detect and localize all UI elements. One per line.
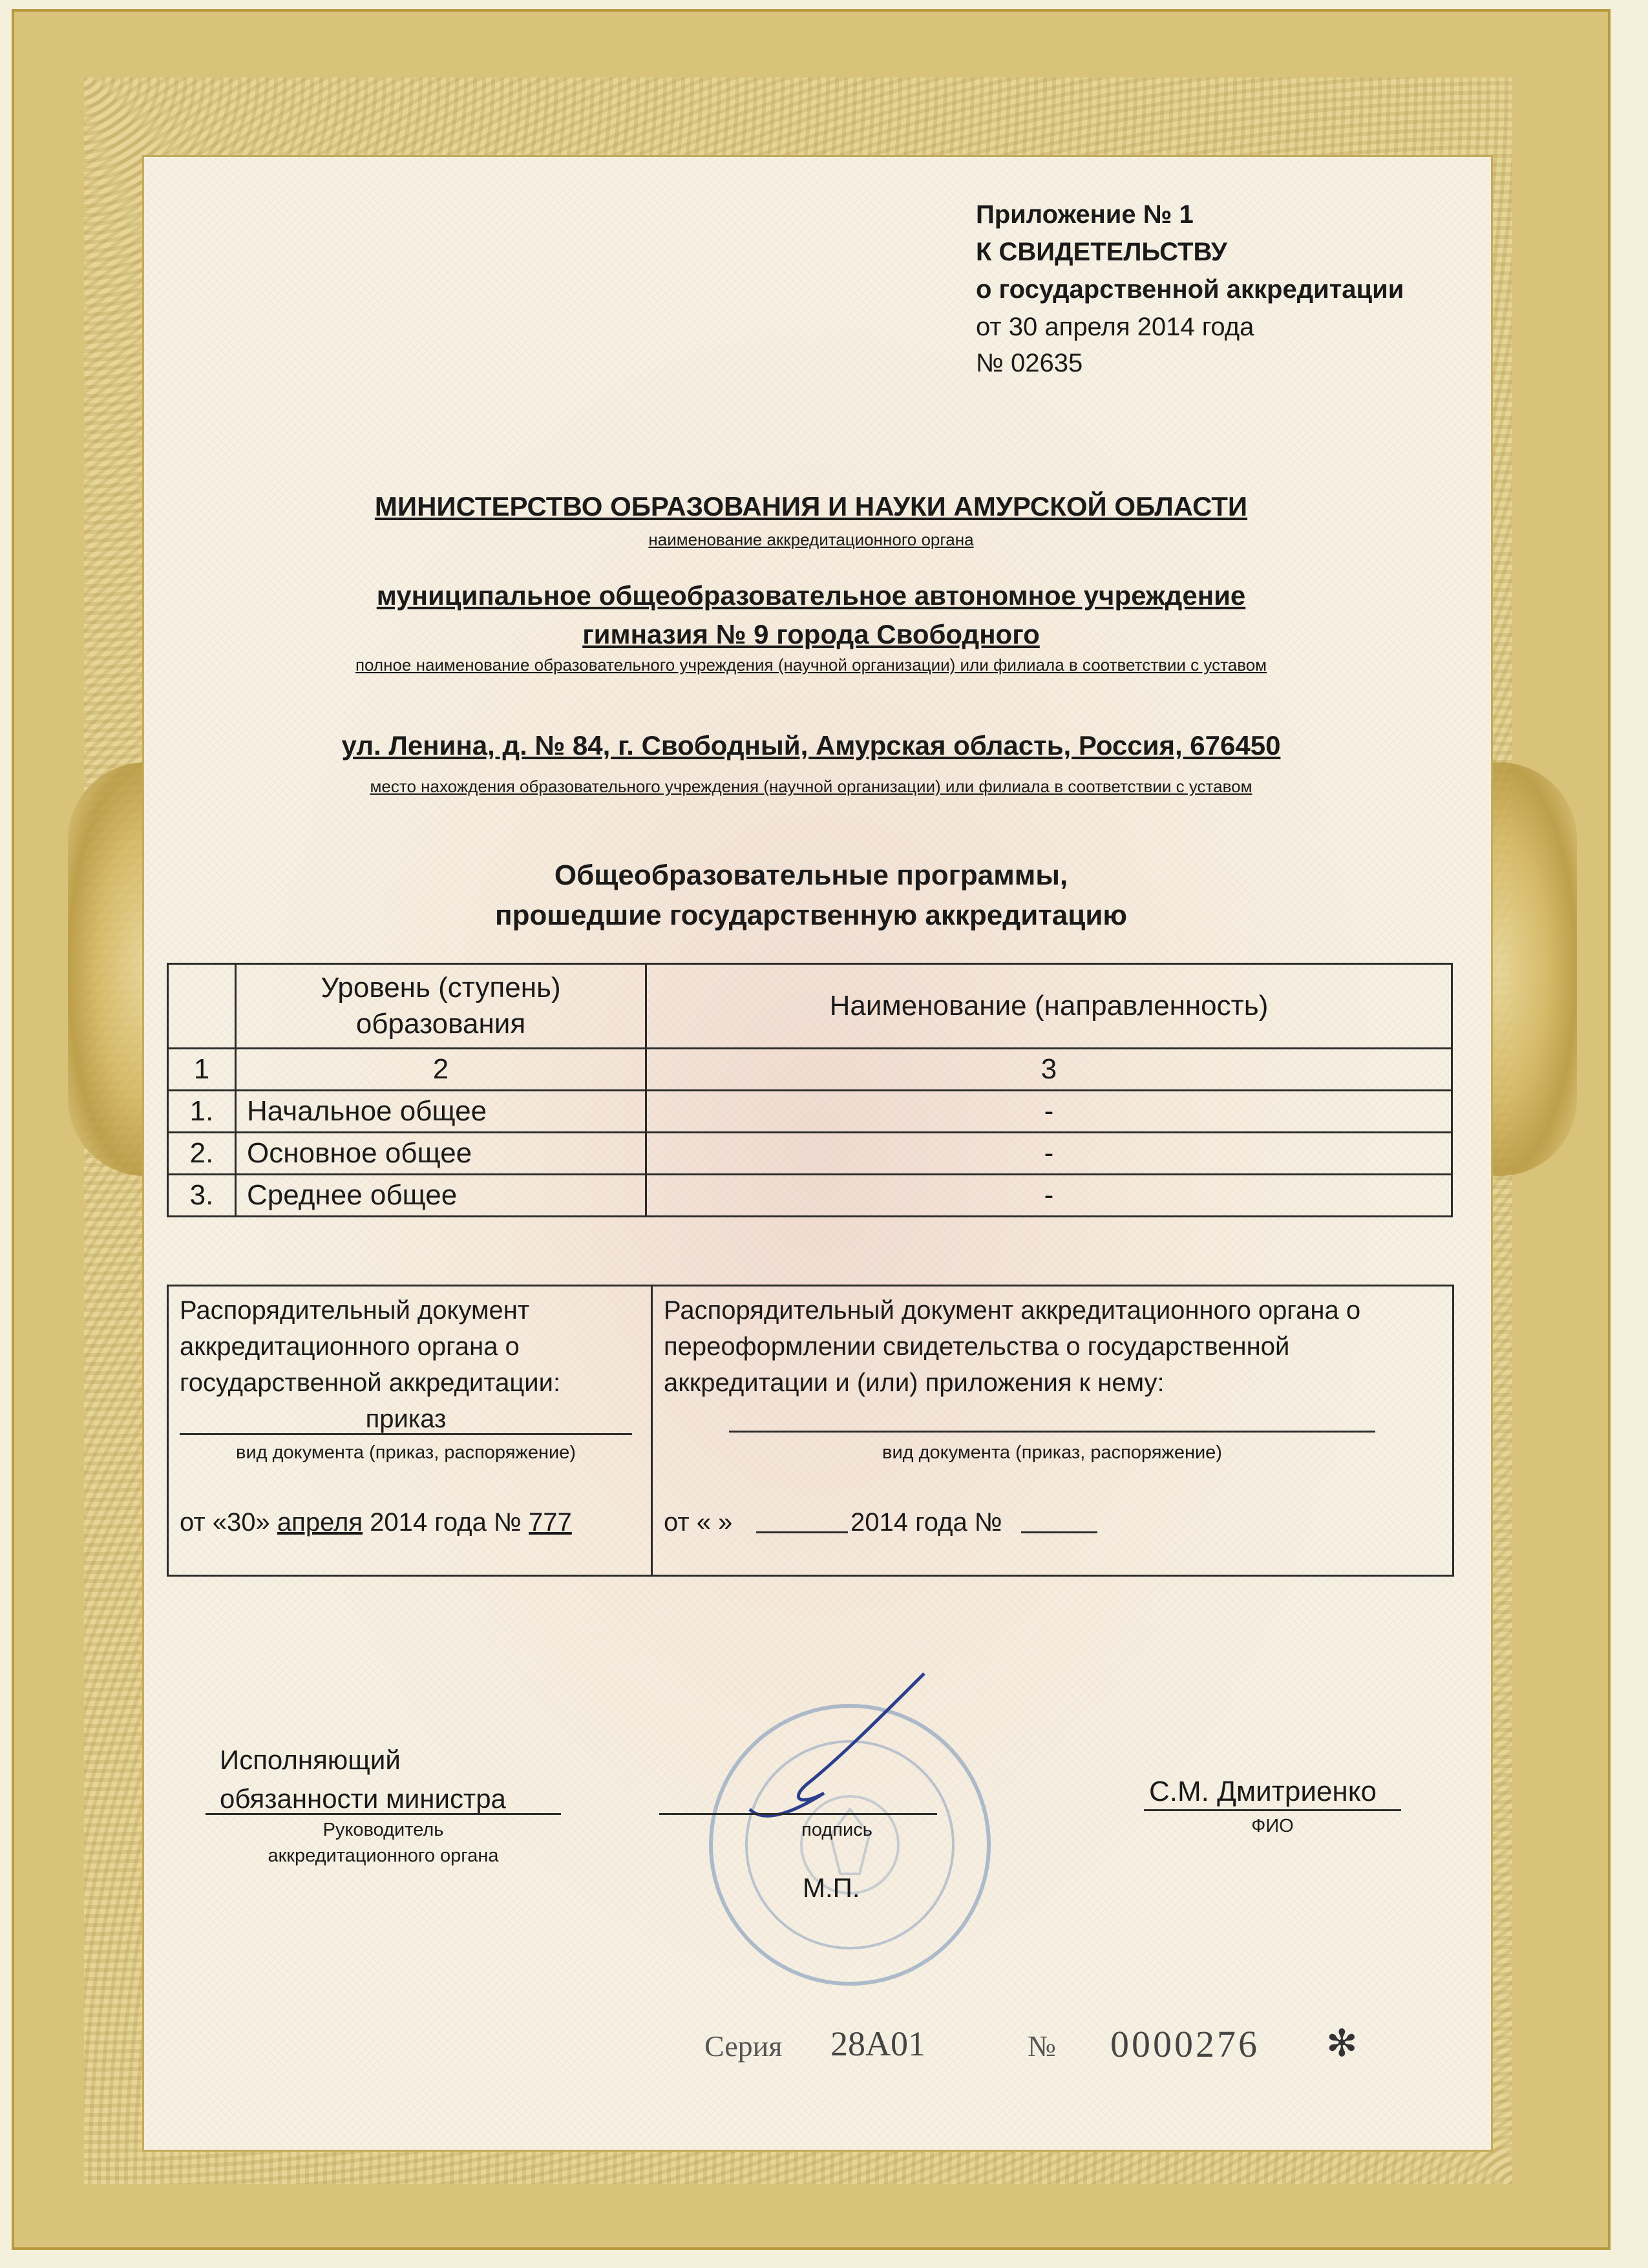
order-left-number: 777 xyxy=(529,1508,572,1537)
authority-caption: наименование аккредитационного органа xyxy=(648,530,974,549)
table-header-level: Уровень (ступень) образования xyxy=(236,964,646,1049)
signature-caption: подпись xyxy=(801,1820,872,1840)
signer-name-line xyxy=(1144,1809,1401,1811)
table-cell: 2 xyxy=(236,1049,646,1091)
order-right-line2: переоформлении свидетельства о государственной xyxy=(664,1332,1290,1361)
order-right-number-line xyxy=(1021,1531,1097,1533)
table-cell: 2. xyxy=(168,1133,236,1175)
table-col-numbers-row xyxy=(168,1049,1452,1091)
number-label: № xyxy=(1028,2030,1056,2063)
order-left-line1: Распорядительный документ xyxy=(180,1296,530,1325)
address-caption: место нахождения образовательного учреждения (научной организации) или филиала в соответствии с уставом xyxy=(370,777,1252,796)
appendix-about-accreditation: о государственной аккредитации xyxy=(976,275,1404,304)
table-cell: 1 xyxy=(168,1049,236,1091)
order-right-line3: аккредитации и (или) приложения к нему: xyxy=(664,1369,1165,1397)
order-left-date-year: 2014 года № xyxy=(370,1508,522,1537)
programs-title-line2: прошедшие государственную аккредитацию xyxy=(495,899,1127,931)
table-row xyxy=(168,1175,1452,1217)
signer-role-caption2: аккредитационного органа xyxy=(268,1845,499,1866)
appendix-to-certificate: К СВИДЕТЕЛЬСТВУ xyxy=(976,238,1227,266)
order-right-date-prefix: от « » xyxy=(664,1508,733,1537)
signature-line xyxy=(659,1813,937,1815)
table-row xyxy=(168,1133,1452,1175)
order-left-doc-line xyxy=(180,1433,632,1435)
order-left-line2: аккредитационного органа о xyxy=(180,1332,520,1361)
handwritten-signature xyxy=(711,1667,982,1835)
seal-place-label: М.П. xyxy=(803,1873,860,1903)
table-header-num xyxy=(168,964,236,1049)
table-cell: Начальное общее xyxy=(236,1091,646,1133)
order-left-date-prefix: от «30» xyxy=(180,1508,270,1537)
order-right-line1: Распорядительный документ аккредитационного органа о xyxy=(664,1296,1361,1325)
order-left-line3: государственной аккредитации: xyxy=(180,1369,561,1397)
appendix-number: Приложение № 1 xyxy=(976,200,1194,229)
authority-name: МИНИСТЕРСТВО ОБРАЗОВАНИЯ И НАУКИ АМУРСКОЙ ОБЛАСТИ xyxy=(374,491,1248,521)
order-left-caption: вид документа (приказ, распоряжение) xyxy=(236,1442,576,1463)
signer-role-line1: Исполняющий xyxy=(220,1745,401,1775)
order-right-doc-line xyxy=(729,1431,1375,1433)
table-cell: 3 xyxy=(646,1049,1452,1091)
order-right-date-year: 2014 года № xyxy=(850,1508,1002,1537)
table-header-row xyxy=(168,964,1452,1049)
series-value: 28А01 xyxy=(830,2024,925,2063)
programs-title-line1: Общеобразовательные программы, xyxy=(554,859,1068,891)
table-cell: 3. xyxy=(168,1175,236,1217)
table-cell: 1. xyxy=(168,1091,236,1133)
series-label: Серия xyxy=(704,2030,783,2063)
appendix-date: от 30 апреля 2014 года xyxy=(976,313,1254,341)
table-cell: Среднее общее xyxy=(236,1175,646,1217)
table-cell: - xyxy=(646,1133,1452,1175)
table-cell: Основное общее xyxy=(236,1133,646,1175)
number-value: 0000276 xyxy=(1110,2023,1260,2065)
table-header-name: Наименование (направленность) xyxy=(646,964,1452,1049)
address-value: ул. Ленина, д. № 84, г. Свободный, Амурская область, Россия, 676450 xyxy=(341,730,1281,761)
order-left-date-month: апреля xyxy=(277,1508,363,1537)
institution-caption: полное наименование образовательного учреждения (научной организации) или филиала в соответствии с уставом xyxy=(355,655,1267,675)
programs-table xyxy=(167,963,1453,1217)
table-cell: - xyxy=(646,1175,1452,1217)
table-row xyxy=(168,1091,1452,1133)
order-left-doc-type: приказ xyxy=(365,1405,447,1433)
signer-role-line2: обязанности министра xyxy=(220,1783,506,1814)
order-right-caption: вид документа (приказ, распоряжение) xyxy=(882,1442,1222,1463)
order-right-month-line xyxy=(756,1531,848,1533)
signer-name-caption: ФИО xyxy=(1251,1816,1294,1836)
appendix-cert-number: № 02635 xyxy=(976,349,1083,377)
signer-role-line xyxy=(206,1813,561,1815)
institution-line1: муниципальное общеобразовательное автономное учреждение xyxy=(376,580,1246,611)
institution-line2: гимназия № 9 города Свободного xyxy=(582,619,1040,649)
table-cell: - xyxy=(646,1091,1452,1133)
signer-name: С.М. Дмитриенко xyxy=(1149,1776,1377,1807)
star-mark: ✻ xyxy=(1326,2022,1358,2064)
signer-role-caption1: Руководитель xyxy=(322,1820,444,1840)
order-left-date xyxy=(180,1508,572,1537)
